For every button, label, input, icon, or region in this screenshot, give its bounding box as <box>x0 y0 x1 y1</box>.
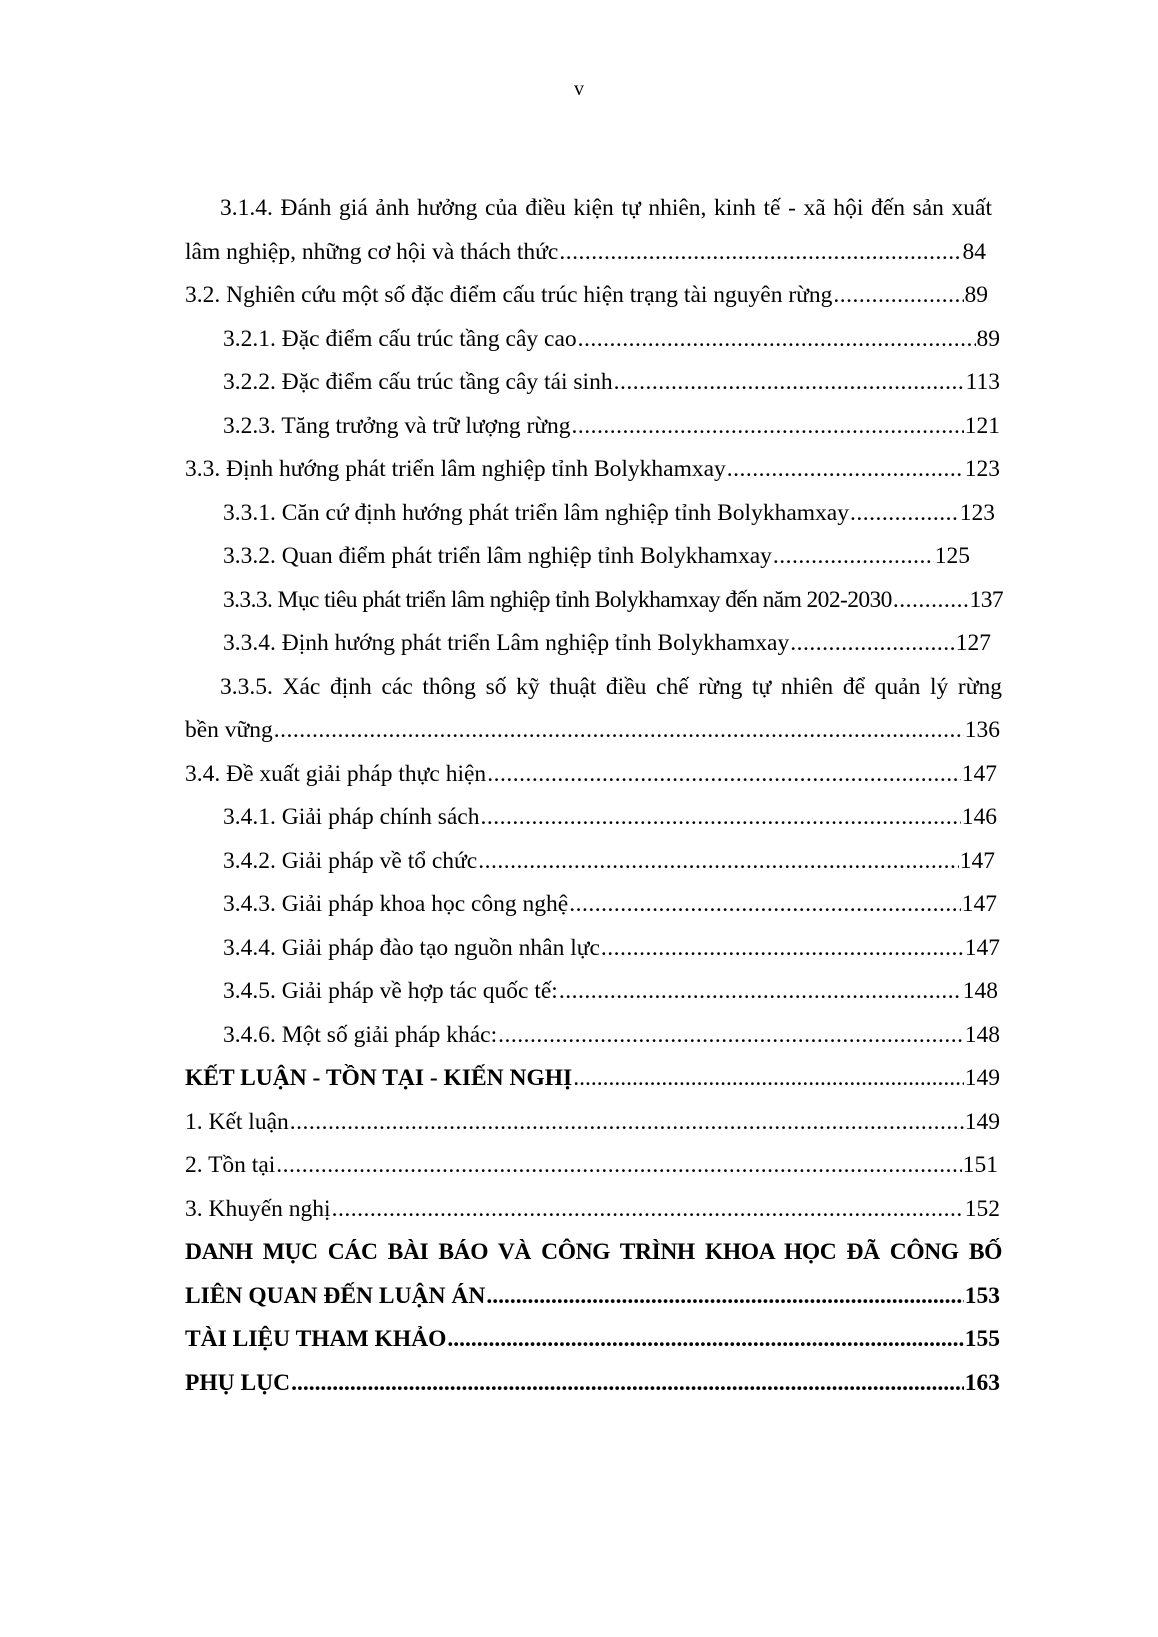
dot-leader <box>773 535 934 579</box>
toc-page-number: 148 <box>964 1021 1000 1048</box>
toc-entry-3-2-3[interactable] <box>223 405 1000 449</box>
dot-leader <box>573 1057 964 1101</box>
toc-page-number: 147 <box>959 847 995 874</box>
toc-entry-3-4-6[interactable] <box>223 1014 1000 1058</box>
toc-entry-title: 1. Kết luận <box>185 1108 289 1135</box>
toc-entry-3-4-3[interactable] <box>223 883 997 927</box>
dot-leader <box>601 927 964 971</box>
dot-leader <box>276 1144 961 1188</box>
toc-entry-title: 3.3.2. Quan điểm phát triển lâm nghiệp tỉnh Bolykhamxay <box>223 543 772 569</box>
toc-entry-3-3-2[interactable] <box>223 535 970 579</box>
dot-leader <box>569 883 961 927</box>
dot-leader <box>290 1101 964 1145</box>
toc-entry-title: 3.3. Định hướng phát triển lâm nghiệp tỉnh Bolykhamxay <box>185 456 726 482</box>
toc-page-number: 163 <box>964 1369 1000 1396</box>
dot-leader <box>291 1362 964 1406</box>
toc-page-number: 146 <box>961 804 997 830</box>
toc-entry-title: 3.4.1. Giải pháp chính sách <box>223 804 480 830</box>
toc-entry-title: 3. Khuyến nghị <box>185 1195 331 1222</box>
dot-leader <box>578 318 976 362</box>
toc-entry-title: 2. Tồn tại <box>185 1152 276 1178</box>
toc-entry-3-4[interactable] <box>185 753 997 797</box>
toc-entry-title: 3.3.3. Mục tiêu phát triển lâm nghiệp tỉnh Bolykhamxay đến năm 202-2030 <box>223 586 892 613</box>
toc-entry-danh-muc-line1[interactable]: DANH MỤC CÁC BÀI BÁO VÀ CÔNG TRÌNH KHOA HỌC ĐÃ CÔNG BỐ <box>185 1239 1002 1265</box>
toc-entry-tai-lieu[interactable] <box>185 1318 1000 1362</box>
toc-page-number: 123 <box>964 456 1000 482</box>
dot-leader <box>480 796 960 840</box>
toc-entry-title: 3.2. Nghiên cứu một số đặc điểm cấu trúc hiện trạng tài nguyên rừng <box>185 282 833 308</box>
toc-page-number: 155 <box>964 1326 1000 1352</box>
dot-leader <box>486 1275 963 1319</box>
dot-leader <box>559 231 961 275</box>
toc-entry-3-4-5[interactable] <box>223 970 998 1014</box>
dot-leader <box>487 753 961 797</box>
toc-entry-danh-muc[interactable] <box>185 1275 1000 1319</box>
dot-leader <box>727 448 964 492</box>
toc-entry-3-3-4[interactable] <box>223 622 991 666</box>
toc-entry-3-4-1[interactable] <box>223 796 997 840</box>
toc-entry-3-1-4[interactable] <box>185 231 986 275</box>
dot-leader <box>893 579 969 623</box>
toc-entry-2-ton-tai[interactable] <box>185 1144 998 1188</box>
toc-entry-title: 3.2.2. Đặc điểm cấu trúc tầng cây tái sinh <box>223 369 613 395</box>
toc-page-number: 149 <box>964 1065 1000 1091</box>
dot-leader <box>572 405 964 449</box>
dot-leader <box>332 1188 964 1232</box>
dot-leader <box>614 361 965 405</box>
toc-entry-3-4-2[interactable] <box>223 840 995 884</box>
toc-entry-title: 3.3.1. Căn cứ định hướng phát triển lâm nghiệp tỉnh Bolykhamxay <box>223 499 849 526</box>
toc-entry-3-2-1[interactable] <box>223 318 1000 362</box>
toc-page-number: 89 <box>964 282 988 308</box>
dot-leader <box>833 274 963 318</box>
toc-page-number: 149 <box>964 1108 1000 1135</box>
toc-entry-title: 3.4.2. Giải pháp về tổ chức <box>223 847 478 874</box>
toc-page-number: 127 <box>955 630 991 656</box>
toc-entry-3-khuyen-nghi[interactable] <box>185 1188 1000 1232</box>
toc-entry-3-2-2[interactable] <box>223 361 1000 405</box>
toc-entry-phu-luc[interactable] <box>185 1362 1000 1406</box>
toc-entry-title: 3.4.3. Giải pháp khoa học công nghệ <box>223 891 569 917</box>
toc-entry-title: LIÊN QUAN ĐẾN LUẬN ÁN <box>185 1282 486 1309</box>
dot-leader <box>559 970 962 1014</box>
toc-page-number: 153 <box>964 1282 1000 1309</box>
page-number: v <box>574 78 584 100</box>
toc-page-number: 147 <box>961 891 997 917</box>
dot-leader <box>274 709 964 753</box>
toc-entry-title: 3.4.5. Giải pháp về hợp tác quốc tế: <box>223 978 558 1004</box>
dot-leader <box>850 492 959 536</box>
toc-page-number: 151 <box>962 1152 998 1178</box>
toc-entry-title: 3.4. Đề xuất giải pháp thực hiện <box>185 760 487 787</box>
toc-entry-3-3-5[interactable] <box>185 709 1000 753</box>
dot-leader <box>498 1014 964 1058</box>
toc-page-number: 136 <box>964 717 1000 743</box>
toc-entry-title: 3.4.6. Một số giải pháp khác: <box>223 1021 498 1048</box>
toc-page-number: 147 <box>964 934 1000 961</box>
toc-entry-3-1-4-line1[interactable]: 3.1.4. Đánh giá ảnh hưởng của điều kiện tự nhiên, kinh tế - xã hội đến sản xuất <box>220 195 992 221</box>
toc-page-number: 113 <box>965 369 1000 395</box>
toc-entry-ket-luan[interactable] <box>185 1057 1000 1101</box>
toc-page-number: 147 <box>961 760 997 787</box>
toc-page-number: 121 <box>964 412 1000 439</box>
dot-leader <box>447 1318 963 1362</box>
toc-entry-title: TÀI LIỆU THAM KHẢO <box>185 1326 447 1352</box>
toc-entry-3-2[interactable] <box>185 274 988 318</box>
toc-page-number: 137 <box>969 586 1003 613</box>
toc-entry-title: 3.3.4. Định hướng phát triển Lâm nghiệp tỉnh Bolykhamxay <box>223 630 790 656</box>
toc-entry-title: 3.4.4. Giải pháp đào tạo nguồn nhân lực <box>223 934 600 961</box>
toc-entry-3-3-1[interactable] <box>223 492 995 536</box>
toc-entry-3-3-3[interactable] <box>223 579 1003 623</box>
toc-page-number: 152 <box>964 1195 1000 1222</box>
toc-entry-3-3-5-line1[interactable]: 3.3.5. Xác định các thông số kỹ thuật điều chế rừng tự nhiên để quản lý rừng <box>220 673 1002 700</box>
toc-page-number: 89 <box>976 325 1000 352</box>
toc-entry-1-ket-luan[interactable] <box>185 1101 1000 1145</box>
dot-leader <box>478 840 959 884</box>
table-of-contents <box>0 187 1158 1405</box>
dot-leader <box>790 622 955 666</box>
toc-entry-title: lâm nghiệp, những cơ hội và thách thức <box>185 238 559 265</box>
toc-entry-title: PHỤ LỤC <box>185 1369 291 1396</box>
toc-entry-title: 3.2.1. Đặc điểm cấu trúc tầng cây cao <box>223 325 577 352</box>
toc-page-number: 84 <box>962 238 986 265</box>
toc-entry-title: bền vững <box>185 717 273 743</box>
toc-entry-3-4-4[interactable] <box>223 927 1000 971</box>
toc-page-number: 148 <box>962 978 998 1004</box>
toc-entry-title: KẾT LUẬN - TỒN TẠI - KIẾN NGHỊ <box>185 1065 573 1091</box>
toc-page-number: 125 <box>934 543 970 569</box>
toc-entry-title: 3.2.3. Tăng trưởng và trữ lượng rừng <box>223 412 571 439</box>
toc-entry-3-3[interactable] <box>185 448 1000 492</box>
toc-page-number: 123 <box>959 499 995 526</box>
